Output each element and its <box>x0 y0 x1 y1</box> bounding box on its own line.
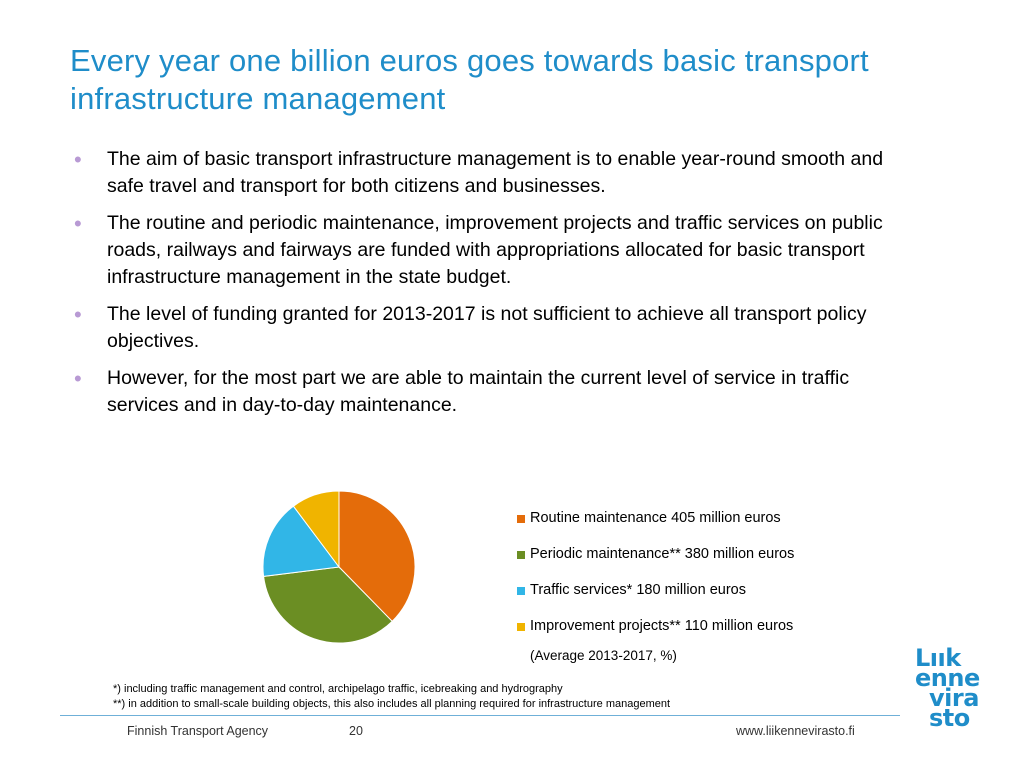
legend-swatch <box>517 623 525 631</box>
logo-line: Lıık <box>915 644 961 672</box>
legend-label: Traffic services* 180 million euros <box>530 582 746 598</box>
bullet-icon: • <box>74 147 82 172</box>
legend-item-traffic-services <box>517 580 857 616</box>
bullet-text: The aim of basic transport infrastructure management is to enable year-round smooth and safe travel and transport for both citizens and businesses. <box>107 148 884 197</box>
legend-item-routine-maintenance <box>517 508 857 544</box>
footnote: **) in addition to small-scale building objects, this also includes all planning required for infrastructure management <box>113 698 671 710</box>
footer-agency: Finnish Transport Agency <box>127 724 269 738</box>
legend-swatch <box>517 587 525 595</box>
bullet-item <box>74 210 904 291</box>
logo-line: vira <box>929 684 979 712</box>
legend-swatch <box>517 551 525 559</box>
legend-item-improvement-projects <box>517 616 857 652</box>
bullet-item <box>74 301 904 355</box>
bullet-text: The level of funding granted for 2013-2017 is not sufficient to achieve all transport policy objectives. <box>107 303 867 352</box>
bullet-text: However, for the most part we are able to maintain the current level of service in traffic services and in day-to-day maintenance. <box>107 367 850 416</box>
footer-divider <box>60 715 900 716</box>
logo-line: enne <box>915 664 980 692</box>
slide-title: Every year one billion euros goes towards basic transport infrastructure management <box>70 43 869 116</box>
bullet-icon: • <box>74 211 82 236</box>
bullet-list <box>74 146 904 429</box>
legend-item-periodic-maintenance <box>517 544 857 580</box>
bullet-icon: • <box>74 302 82 327</box>
logo-line: sto <box>929 704 970 732</box>
bullet-item <box>74 146 904 200</box>
chart-legend <box>517 508 857 652</box>
legend-label: Routine maintenance 405 million euros <box>530 510 781 526</box>
footnote: *) including traffic management and control, archipelago traffic, icebreaking and hydrography <box>113 683 563 695</box>
footnotes <box>113 682 670 712</box>
legend-label: Periodic maintenance** 380 million euros <box>530 546 795 562</box>
average-note: (Average 2013-2017, %) <box>530 648 677 663</box>
agency-logo <box>915 644 991 732</box>
page-number: 20 <box>349 724 363 738</box>
legend-swatch <box>517 515 525 523</box>
footer-url[interactable]: www.liikennevirasto.fi <box>736 724 855 738</box>
bullet-item <box>74 365 904 419</box>
legend-label: Improvement projects** 110 million euros <box>530 618 794 634</box>
bullet-text: The routine and periodic maintenance, improvement projects and traffic services on public roads, railways and fairways are funded with appropriations allocated for basic transport infrastructure management in the state budget. <box>107 212 883 288</box>
bullet-icon: • <box>74 366 82 391</box>
pie-chart <box>258 486 420 648</box>
